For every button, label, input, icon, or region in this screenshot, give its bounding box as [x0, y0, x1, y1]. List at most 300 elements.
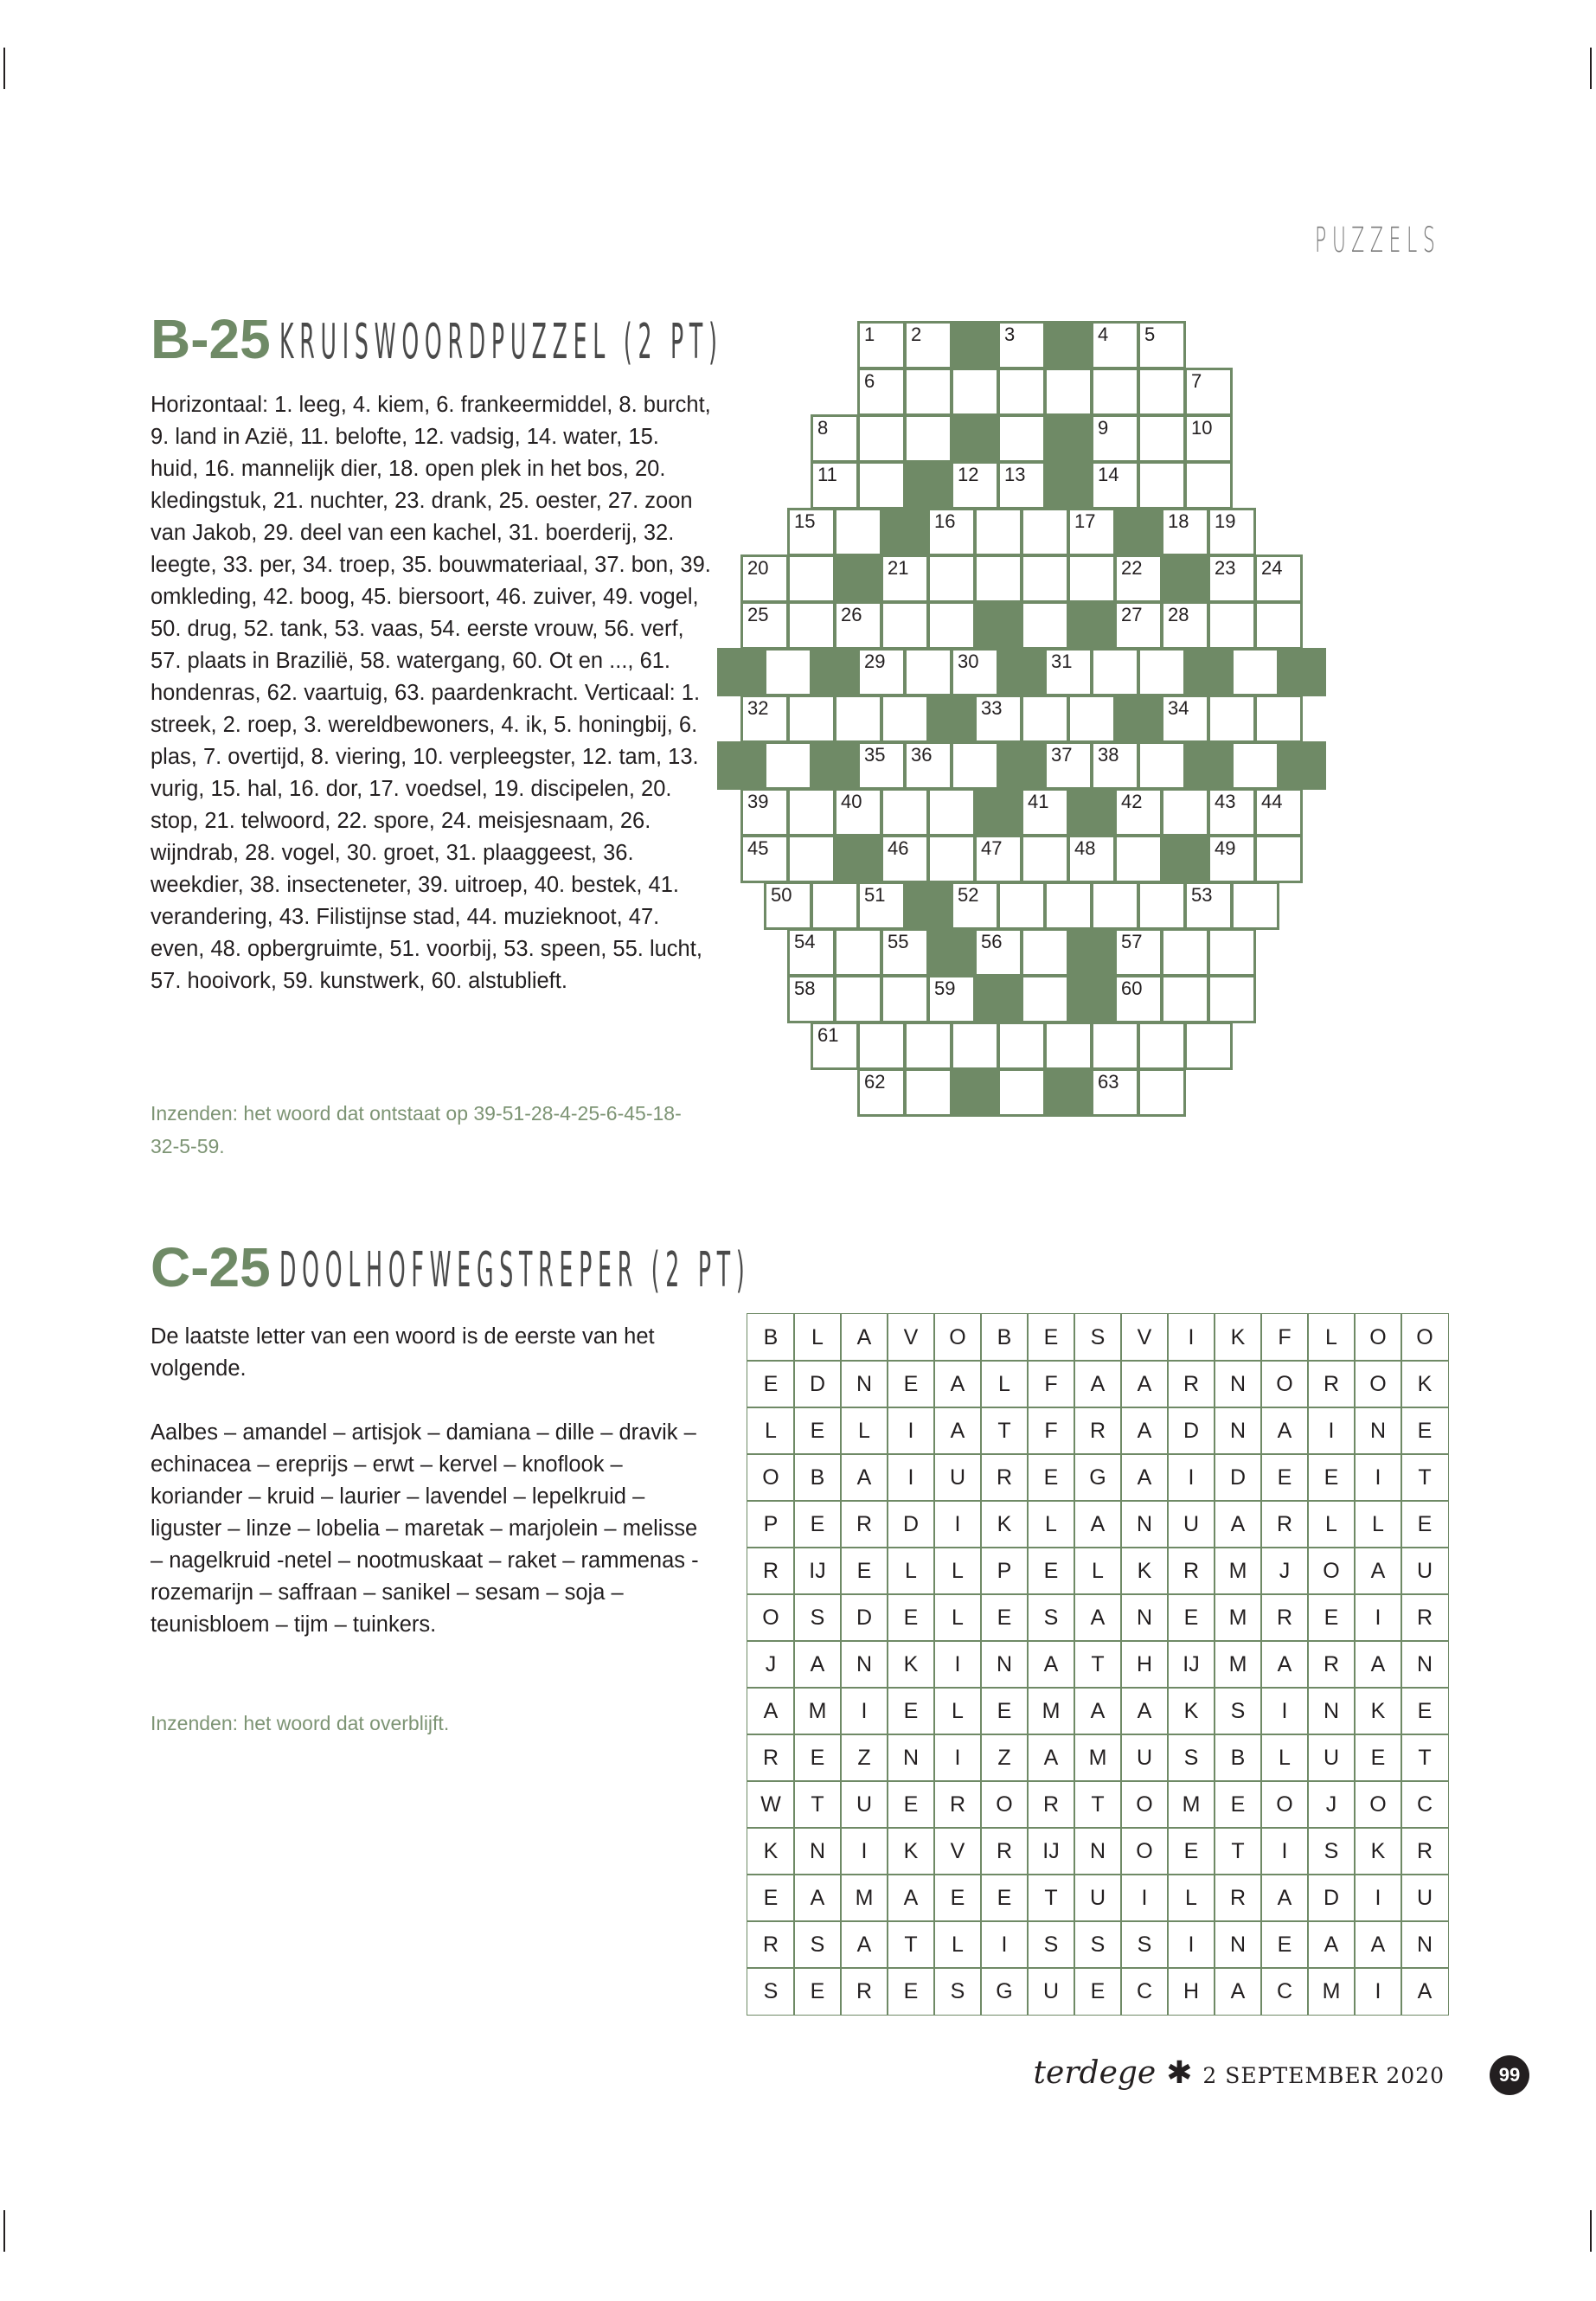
maze-letter-cell[interactable]: E — [793, 1734, 842, 1782]
maze-letter-cell[interactable]: R — [1260, 1500, 1309, 1548]
maze-letter-cell[interactable]: E — [1027, 1547, 1075, 1595]
crossword-cell[interactable] — [857, 648, 906, 696]
maze-letter-cell[interactable]: L — [1307, 1313, 1356, 1362]
crossword-cell[interactable] — [1138, 648, 1186, 696]
maze-letter-cell[interactable]: U — [1401, 1874, 1449, 1922]
crossword-cell[interactable] — [997, 1068, 1046, 1117]
crossword-cell[interactable] — [1044, 368, 1093, 416]
maze-letter-cell[interactable]: E — [1401, 1500, 1449, 1548]
maze-letter-cell[interactable]: U — [1074, 1874, 1122, 1922]
crossword-cell[interactable] — [997, 881, 1046, 930]
maze-letter-cell[interactable]: H — [1120, 1640, 1169, 1689]
maze-letter-cell[interactable]: R — [747, 1547, 795, 1595]
maze-letter-cell[interactable]: E — [887, 1780, 935, 1829]
maze-letter-cell[interactable]: B — [1214, 1734, 1262, 1782]
maze-letter-cell[interactable]: J — [1260, 1547, 1309, 1595]
crossword-cell[interactable] — [881, 835, 929, 883]
maze-letter-cell[interactable]: K — [1214, 1313, 1262, 1362]
maze-letter-cell[interactable]: R — [1167, 1360, 1215, 1408]
maze-letter-cell[interactable]: L — [747, 1407, 795, 1455]
maze-letter-cell[interactable]: M — [1214, 1547, 1262, 1595]
crossword-cell[interactable] — [1138, 1022, 1186, 1070]
maze-letter-cell[interactable]: L — [933, 1920, 982, 1969]
maze-letter-cell[interactable]: A — [1027, 1640, 1075, 1689]
maze-letter-cell[interactable]: E — [1401, 1407, 1449, 1455]
maze-letter-cell[interactable]: R — [1074, 1407, 1122, 1455]
crossword-cell[interactable] — [881, 554, 929, 603]
maze-letter-cell[interactable]: E — [980, 1687, 1029, 1735]
maze-letter-cell[interactable]: P — [980, 1547, 1029, 1595]
maze-letter-cell[interactable]: E — [1260, 1920, 1309, 1969]
maze-letter-cell[interactable]: H — [1167, 1967, 1215, 2016]
maze-letter-cell[interactable]: A — [1214, 1500, 1262, 1548]
maze-letter-cell[interactable]: A — [1307, 1920, 1356, 1969]
crossword-cell[interactable] — [1114, 554, 1163, 603]
crossword-cell[interactable] — [1044, 1022, 1093, 1070]
maze-letter-cell[interactable]: I — [1167, 1920, 1215, 1969]
maze-letter-cell[interactable]: A — [1260, 1874, 1309, 1922]
maze-letter-cell[interactable]: A — [793, 1640, 842, 1689]
maze-letter-cell[interactable]: L — [1354, 1500, 1402, 1548]
crossword-cell[interactable] — [1091, 741, 1139, 790]
maze-letter-cell[interactable]: L — [933, 1687, 982, 1735]
crossword-cell[interactable] — [1208, 695, 1256, 743]
crossword-cell[interactable] — [740, 554, 789, 603]
crossword-cell[interactable] — [1067, 554, 1116, 603]
maze-letter-cell[interactable]: B — [980, 1313, 1029, 1362]
maze-letter-cell[interactable]: L — [1307, 1500, 1356, 1548]
maze-letter-cell[interactable]: A — [1074, 1360, 1122, 1408]
crossword-cell[interactable] — [1254, 788, 1303, 836]
maze-letter-cell[interactable]: J — [1307, 1780, 1356, 1829]
crossword-cell[interactable] — [881, 928, 929, 977]
maze-letter-cell[interactable]: U — [1120, 1734, 1169, 1782]
crossword-cell[interactable] — [1114, 975, 1163, 1023]
maze-letter-cell[interactable]: E — [1074, 1967, 1122, 2016]
crossword-cell[interactable] — [787, 508, 836, 556]
maze-letter-cell[interactable]: G — [1074, 1453, 1122, 1502]
maze-letter-cell[interactable]: S — [1027, 1920, 1075, 1969]
maze-letter-cell[interactable]: U — [933, 1453, 982, 1502]
maze-letter-cell[interactable]: M — [1307, 1967, 1356, 2016]
crossword-cell[interactable] — [1184, 461, 1233, 510]
crossword-cell[interactable] — [857, 368, 906, 416]
maze-letter-cell[interactable]: K — [1354, 1687, 1402, 1735]
maze-letter-cell[interactable]: O — [1260, 1780, 1309, 1829]
maze-letter-cell[interactable]: U — [1167, 1500, 1215, 1548]
crossword-cell[interactable] — [1114, 928, 1163, 977]
maze-letter-cell[interactable]: O — [1354, 1780, 1402, 1829]
maze-letter-cell[interactable]: E — [933, 1874, 982, 1922]
maze-letter-cell[interactable]: A — [1354, 1640, 1402, 1689]
crossword-cell[interactable] — [904, 321, 952, 369]
crossword-cell[interactable] — [1161, 975, 1209, 1023]
crossword-cell[interactable] — [904, 1022, 952, 1070]
maze-letter-cell[interactable]: R — [1027, 1780, 1075, 1829]
crossword-cell[interactable] — [927, 835, 976, 883]
maze-letter-cell[interactable]: A — [840, 1313, 888, 1362]
crossword-cell[interactable] — [1091, 648, 1139, 696]
maze-letter-cell[interactable]: U — [840, 1780, 888, 1829]
maze-letter-cell[interactable]: A — [840, 1453, 888, 1502]
crossword-cell[interactable] — [834, 508, 882, 556]
maze-letter-cell[interactable]: E — [747, 1874, 795, 1922]
maze-letter-cell[interactable]: I — [887, 1407, 935, 1455]
crossword-cell[interactable] — [857, 1068, 906, 1117]
maze-letter-cell[interactable]: A — [793, 1874, 842, 1922]
maze-letter-cell[interactable]: T — [793, 1780, 842, 1829]
maze-letter-cell[interactable]: L — [1167, 1874, 1215, 1922]
crossword-cell[interactable] — [857, 741, 906, 790]
maze-letter-cell[interactable]: O — [1120, 1827, 1169, 1875]
crossword-cell[interactable] — [951, 648, 999, 696]
maze-letter-cell[interactable]: E — [793, 1967, 842, 2016]
crossword-cell[interactable] — [764, 648, 812, 696]
crossword-cell[interactable] — [740, 835, 789, 883]
crossword-cell[interactable] — [740, 788, 789, 836]
maze-letter-cell[interactable]: N — [840, 1640, 888, 1689]
maze-letter-cell[interactable]: N — [1120, 1500, 1169, 1548]
crossword-cell[interactable] — [997, 321, 1046, 369]
maze-letter-cell[interactable]: S — [1074, 1313, 1122, 1362]
maze-letter-cell[interactable]: R — [1307, 1640, 1356, 1689]
maze-letter-cell[interactable]: L — [1027, 1500, 1075, 1548]
maze-letter-cell[interactable]: S — [933, 1967, 982, 2016]
maze-letter-cell[interactable]: L — [933, 1547, 982, 1595]
maze-letter-cell[interactable]: T — [1027, 1874, 1075, 1922]
maze-letter-cell[interactable]: I — [980, 1920, 1029, 1969]
maze-letter-cell[interactable]: O — [1401, 1313, 1449, 1362]
crossword-cell[interactable] — [1091, 881, 1139, 930]
crossword-cell[interactable] — [881, 601, 929, 650]
maze-letter-cell[interactable]: A — [1027, 1734, 1075, 1782]
crossword-cell[interactable] — [927, 975, 976, 1023]
maze-letter-cell[interactable]: A — [747, 1687, 795, 1735]
maze-letter-cell[interactable]: E — [1027, 1453, 1075, 1502]
maze-letter-cell[interactable]: IJ — [793, 1547, 842, 1595]
crossword-cell[interactable] — [740, 695, 789, 743]
maze-letter-cell[interactable]: M — [793, 1687, 842, 1735]
maze-letter-cell[interactable]: A — [887, 1874, 935, 1922]
crossword-cell[interactable] — [764, 881, 812, 930]
maze-letter-cell[interactable]: L — [793, 1313, 842, 1362]
crossword-cell[interactable] — [787, 928, 836, 977]
maze-letter-cell[interactable]: I — [840, 1827, 888, 1875]
maze-letter-cell[interactable]: R — [1167, 1547, 1215, 1595]
maze-letter-cell[interactable]: D — [840, 1593, 888, 1642]
crossword-cell[interactable] — [834, 975, 882, 1023]
maze-letter-cell[interactable]: T — [1401, 1734, 1449, 1782]
maze-letter-cell[interactable]: E — [1167, 1593, 1215, 1642]
crossword-cell[interactable] — [951, 881, 999, 930]
maze-letter-cell[interactable]: A — [1120, 1407, 1169, 1455]
maze-letter-cell[interactable]: M — [1074, 1734, 1122, 1782]
crossword-cell[interactable] — [1021, 835, 1069, 883]
maze-letter-cell[interactable]: E — [980, 1593, 1029, 1642]
maze-letter-cell[interactable]: A — [1074, 1500, 1122, 1548]
maze-letter-cell[interactable]: D — [1307, 1874, 1356, 1922]
crossword-cell[interactable] — [1254, 554, 1303, 603]
crossword-cell[interactable] — [1138, 368, 1186, 416]
maze-letter-cell[interactable]: E — [1027, 1313, 1075, 1362]
maze-letter-cell[interactable]: E — [1214, 1780, 1262, 1829]
maze-letter-cell[interactable]: L — [1074, 1547, 1122, 1595]
maze-letter-cell[interactable]: N — [1214, 1920, 1262, 1969]
maze-letter-cell[interactable]: C — [1260, 1967, 1309, 2016]
crossword-cell[interactable] — [974, 835, 1022, 883]
maze-letter-cell[interactable]: I — [1354, 1593, 1402, 1642]
maze-letter-cell[interactable]: A — [1120, 1360, 1169, 1408]
crossword-cell[interactable] — [904, 368, 952, 416]
maze-letter-cell[interactable]: K — [887, 1640, 935, 1689]
maze-letter-cell[interactable]: L — [887, 1547, 935, 1595]
crossword-cell[interactable] — [927, 508, 976, 556]
crossword-cell[interactable] — [951, 741, 999, 790]
maze-letter-cell[interactable]: S — [1307, 1827, 1356, 1875]
maze-letter-cell[interactable]: I — [840, 1687, 888, 1735]
maze-letter-cell[interactable]: R — [1401, 1827, 1449, 1875]
crossword-cell[interactable] — [974, 695, 1022, 743]
maze-letter-cell[interactable]: E — [747, 1360, 795, 1408]
maze-letter-cell[interactable]: N — [887, 1734, 935, 1782]
maze-letter-cell[interactable]: G — [980, 1967, 1029, 2016]
maze-letter-cell[interactable]: F — [1027, 1360, 1075, 1408]
maze-letter-cell[interactable]: K — [887, 1827, 935, 1875]
maze-letter-cell[interactable]: T — [980, 1407, 1029, 1455]
maze-letter-cell[interactable]: U — [1027, 1967, 1075, 2016]
maze-letter-cell[interactable]: R — [980, 1453, 1029, 1502]
crossword-cell[interactable] — [1161, 601, 1209, 650]
crossword-cell[interactable] — [1021, 788, 1069, 836]
maze-letter-cell[interactable]: K — [1120, 1547, 1169, 1595]
crossword-cell[interactable] — [1231, 881, 1279, 930]
maze-letter-cell[interactable]: N — [793, 1827, 842, 1875]
crossword-cell[interactable] — [787, 788, 836, 836]
maze-letter-cell[interactable]: F — [1027, 1407, 1075, 1455]
crossword-cell[interactable] — [1114, 788, 1163, 836]
crossword-cell[interactable] — [1138, 1068, 1186, 1117]
crossword-cell[interactable] — [951, 1022, 999, 1070]
crossword-cell[interactable] — [1208, 508, 1256, 556]
crossword-cell[interactable] — [1231, 648, 1279, 696]
maze-letter-cell[interactable]: E — [1167, 1827, 1215, 1875]
maze-letter-cell[interactable]: N — [1354, 1407, 1402, 1455]
maze-letter-cell[interactable]: M — [1214, 1640, 1262, 1689]
maze-letter-cell[interactable]: S — [793, 1920, 842, 1969]
maze-letter-cell[interactable]: I — [933, 1640, 982, 1689]
maze-letter-cell[interactable]: T — [1074, 1780, 1122, 1829]
crossword-cell[interactable] — [1184, 414, 1233, 463]
maze-letter-cell[interactable]: N — [1401, 1640, 1449, 1689]
crossword-cell[interactable] — [904, 741, 952, 790]
maze-letter-cell[interactable]: O — [1260, 1360, 1309, 1408]
maze-letter-cell[interactable]: U — [1307, 1734, 1356, 1782]
maze-letter-cell[interactable]: V — [1120, 1313, 1169, 1362]
maze-letter-cell[interactable]: N — [1307, 1687, 1356, 1735]
maze-letter-cell[interactable]: N — [1214, 1360, 1262, 1408]
maze-letter-cell[interactable]: E — [1307, 1593, 1356, 1642]
maze-letter-cell[interactable]: A — [1074, 1687, 1122, 1735]
crossword-cell[interactable] — [1254, 835, 1303, 883]
crossword-cell[interactable] — [1138, 414, 1186, 463]
crossword-cell[interactable] — [974, 508, 1022, 556]
maze-letter-cell[interactable]: K — [747, 1827, 795, 1875]
maze-letter-cell[interactable]: A — [933, 1360, 982, 1408]
crossword-cell[interactable] — [834, 695, 882, 743]
crossword-cell[interactable] — [1114, 601, 1163, 650]
maze-letter-cell[interactable]: E — [793, 1500, 842, 1548]
crossword-cell[interactable] — [1021, 928, 1069, 977]
maze-letter-cell[interactable]: M — [1214, 1593, 1262, 1642]
maze-letter-cell[interactable]: E — [887, 1687, 935, 1735]
crossword-cell[interactable] — [1021, 695, 1069, 743]
maze-letter-cell[interactable]: S — [1027, 1593, 1075, 1642]
maze-letter-cell[interactable]: T — [1401, 1453, 1449, 1502]
maze-letter-cell[interactable]: M — [1027, 1687, 1075, 1735]
crossword-cell[interactable] — [974, 554, 1022, 603]
maze-letter-cell[interactable]: T — [887, 1920, 935, 1969]
maze-letter-cell[interactable]: R — [933, 1780, 982, 1829]
maze-letter-cell[interactable]: K — [1401, 1360, 1449, 1408]
maze-letter-cell[interactable]: O — [747, 1593, 795, 1642]
maze-letter-cell[interactable]: I — [933, 1734, 982, 1782]
crossword-cell[interactable] — [1138, 881, 1186, 930]
maze-letter-cell[interactable]: A — [1214, 1967, 1262, 2016]
maze-letter-cell[interactable]: A — [1260, 1640, 1309, 1689]
crossword-cell[interactable] — [1138, 461, 1186, 510]
maze-letter-cell[interactable]: N — [1401, 1920, 1449, 1969]
maze-letter-cell[interactable]: S — [1167, 1734, 1215, 1782]
maze-letter-cell[interactable]: C — [1401, 1780, 1449, 1829]
crossword-cell[interactable] — [834, 601, 882, 650]
crossword-cell[interactable] — [787, 601, 836, 650]
crossword-cell[interactable] — [881, 975, 929, 1023]
crossword-cell[interactable] — [740, 601, 789, 650]
maze-letter-cell[interactable]: N — [1120, 1593, 1169, 1642]
maze-letter-cell[interactable]: U — [1401, 1547, 1449, 1595]
maze-letter-cell[interactable]: A — [1120, 1687, 1169, 1735]
crossword-cell[interactable] — [834, 928, 882, 977]
maze-letter-cell[interactable]: R — [840, 1967, 888, 2016]
maze-letter-cell[interactable]: E — [887, 1593, 935, 1642]
maze-letter-cell[interactable]: Z — [980, 1734, 1029, 1782]
maze-letter-cell[interactable]: O — [1120, 1780, 1169, 1829]
maze-letter-cell[interactable]: A — [1354, 1920, 1402, 1969]
crossword-cell[interactable] — [1208, 788, 1256, 836]
maze-letter-cell[interactable]: T — [1074, 1640, 1122, 1689]
crossword-cell[interactable] — [1138, 741, 1186, 790]
crossword-cell[interactable] — [1254, 601, 1303, 650]
maze-letter-cell[interactable]: W — [747, 1780, 795, 1829]
maze-letter-cell[interactable]: O — [1307, 1547, 1356, 1595]
crossword-cell[interactable] — [974, 928, 1022, 977]
maze-letter-cell[interactable]: I — [933, 1500, 982, 1548]
crossword-cell[interactable] — [787, 695, 836, 743]
crossword-cell[interactable] — [1044, 741, 1093, 790]
crossword-cell[interactable] — [1138, 321, 1186, 369]
crossword-cell[interactable] — [1184, 1022, 1233, 1070]
crossword-cell[interactable] — [927, 788, 976, 836]
crossword-cell[interactable] — [1067, 695, 1116, 743]
crossword-cell[interactable] — [811, 881, 859, 930]
maze-letter-cell[interactable]: N — [1214, 1407, 1262, 1455]
maze-letter-cell[interactable]: S — [747, 1967, 795, 2016]
crossword-cell[interactable] — [1091, 368, 1139, 416]
maze-letter-cell[interactable]: D — [793, 1360, 842, 1408]
maze-letter-cell[interactable]: N — [840, 1360, 888, 1408]
crossword-cell[interactable] — [811, 414, 859, 463]
crossword-cell[interactable] — [997, 414, 1046, 463]
crossword-cell[interactable] — [1208, 601, 1256, 650]
maze-letter-cell[interactable]: E — [887, 1360, 935, 1408]
maze-letter-cell[interactable]: I — [1260, 1827, 1309, 1875]
crossword-cell[interactable] — [857, 1022, 906, 1070]
crossword-cell[interactable] — [1067, 835, 1116, 883]
crossword-cell[interactable] — [857, 321, 906, 369]
maze-letter-cell[interactable]: M — [1167, 1780, 1215, 1829]
crossword-cell[interactable] — [881, 788, 929, 836]
maze-letter-cell[interactable]: B — [747, 1313, 795, 1362]
crossword-cell[interactable] — [857, 414, 906, 463]
maze-letter-cell[interactable]: O — [1354, 1313, 1402, 1362]
crossword-cell[interactable] — [1161, 695, 1209, 743]
crossword-cell[interactable] — [927, 554, 976, 603]
crossword-cell[interactable] — [1184, 881, 1233, 930]
crossword-cell[interactable] — [1114, 835, 1163, 883]
maze-letter-cell[interactable]: R — [1214, 1874, 1262, 1922]
maze-letter-cell[interactable]: I — [1354, 1874, 1402, 1922]
crossword-cell[interactable] — [997, 368, 1046, 416]
maze-letter-cell[interactable]: I — [1167, 1453, 1215, 1502]
crossword-cell[interactable] — [1021, 601, 1069, 650]
crossword-cell[interactable] — [1091, 321, 1139, 369]
crossword-cell[interactable] — [951, 461, 999, 510]
crossword-cell[interactable] — [1161, 788, 1209, 836]
crossword-cell[interactable] — [904, 414, 952, 463]
crossword-cell[interactable] — [1021, 508, 1069, 556]
crossword-cell[interactable] — [1067, 508, 1116, 556]
crossword-cell[interactable] — [1208, 554, 1256, 603]
crossword-cell[interactable] — [904, 648, 952, 696]
maze-letter-cell[interactable]: E — [980, 1874, 1029, 1922]
maze-letter-cell[interactable]: L — [980, 1360, 1029, 1408]
crossword-cell[interactable] — [1254, 695, 1303, 743]
crossword-cell[interactable] — [1044, 648, 1093, 696]
maze-letter-cell[interactable]: E — [1401, 1687, 1449, 1735]
maze-letter-cell[interactable]: A — [840, 1920, 888, 1969]
maze-letter-cell[interactable]: V — [933, 1827, 982, 1875]
crossword-cell[interactable] — [1208, 928, 1256, 977]
crossword-cell[interactable] — [1161, 508, 1209, 556]
crossword-cell[interactable] — [904, 1068, 952, 1117]
maze-letter-cell[interactable]: E — [1307, 1453, 1356, 1502]
maze-letter-cell[interactable]: I — [1354, 1967, 1402, 2016]
maze-letter-cell[interactable]: D — [1167, 1407, 1215, 1455]
maze-letter-cell[interactable]: O — [933, 1313, 982, 1362]
maze-letter-cell[interactable]: I — [1354, 1453, 1402, 1502]
crossword-cell[interactable] — [811, 461, 859, 510]
maze-letter-cell[interactable]: I — [1167, 1313, 1215, 1362]
maze-letter-cell[interactable]: I — [1307, 1407, 1356, 1455]
crossword-cell[interactable] — [1021, 554, 1069, 603]
maze-letter-cell[interactable]: C — [1120, 1967, 1169, 2016]
maze-letter-cell[interactable]: A — [1260, 1407, 1309, 1455]
maze-letter-cell[interactable]: R — [1401, 1593, 1449, 1642]
crossword-cell[interactable] — [1208, 835, 1256, 883]
maze-letter-cell[interactable]: S — [1074, 1920, 1122, 1969]
maze-letter-cell[interactable]: E — [887, 1967, 935, 2016]
maze-letter-cell[interactable]: E — [1260, 1453, 1309, 1502]
